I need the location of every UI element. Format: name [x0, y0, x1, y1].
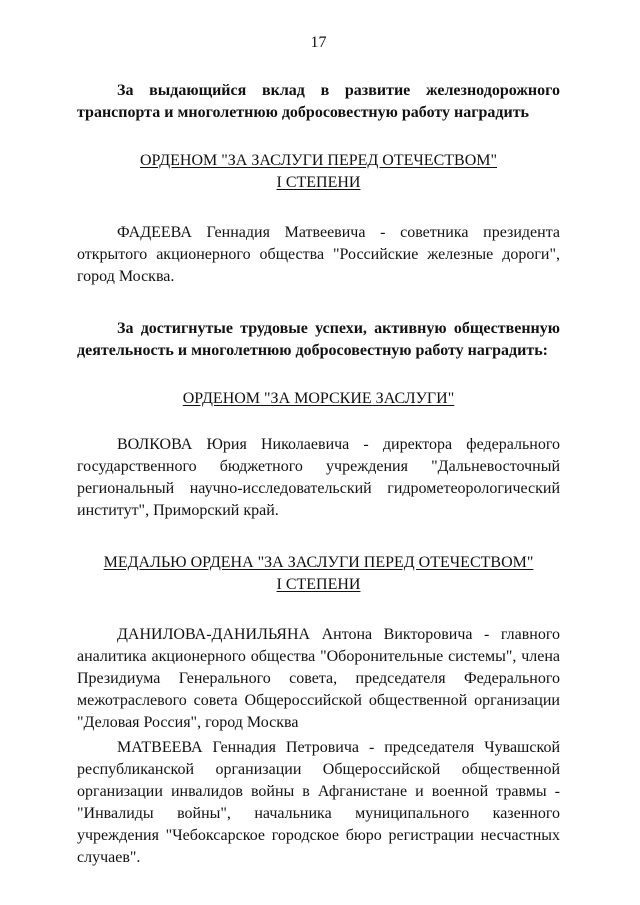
- recipient-fadeev: ФАДЕЕВА Геннадия Матвеевича - советника президента открытого акционерного общества "Российские железные дороги", город Москва.: [77, 224, 560, 285]
- recipient-danilov-danilyan: ДАНИЛОВА-ДАНИЛЬЯНА Антона Викторовича - главного аналитика акционерного общества "Оборонительные системы", члена Президиума Генерального совета, председателя Федерального межотраслевого совета Общероссийской общественной организации "Деловая Россия", город Москва: [77, 626, 560, 731]
- award-title-line: ОРДЕНОМ "ЗА МОРСКИЕ ЗАСЛУГИ": [182, 390, 455, 407]
- award-degree: [77, 172, 560, 194]
- award-intro-labor: За достигнутые трудовые успехи, активную общественную деятельность и многолетнюю добросовестную работу наградить:: [77, 320, 560, 359]
- award-title-line: МЕДАЛЬЮ ОРДЕНА "ЗА ЗАСЛУГИ ПЕРЕД ОТЕЧЕСТВОМ": [103, 554, 534, 571]
- award-degree-line: I СТЕПЕНИ: [276, 174, 361, 191]
- award-title-order-merit: [77, 150, 560, 172]
- award-degree-line: I СТЕПЕНИ: [276, 576, 361, 593]
- award-title-maritime: [77, 388, 560, 410]
- recipient-volkov: ВОЛКОВА Юрия Николаевича - директора федерального государственного бюджетного учреждения "Дальневосточный региональный научно-исследовательский гидрометеорологический институт", Приморский край.: [77, 436, 560, 519]
- award-intro-railway: За выдающийся вклад в развитие железнодорожного транспорта и многолетнюю добросовестную работу наградить: [77, 82, 560, 121]
- award-title-line: ОРДЕНОМ "ЗА ЗАСЛУГИ ПЕРЕД ОТЕЧЕСТВОМ": [139, 152, 498, 169]
- award-degree: [77, 574, 560, 596]
- recipient-matveev: МАТВЕЕВА Геннадия Петровича - председателя Чувашской республиканской организации Общероссийской общественной организации инвалидов войны в Афганистане и военной травмы - "Инвалиды войны", начальника муниципального казенного учреждения "Чебоксарское городское бюро регистрации несчастных случаев".: [77, 739, 560, 866]
- award-title-medal-merit: [77, 552, 560, 574]
- page-number: 17: [310, 34, 327, 51]
